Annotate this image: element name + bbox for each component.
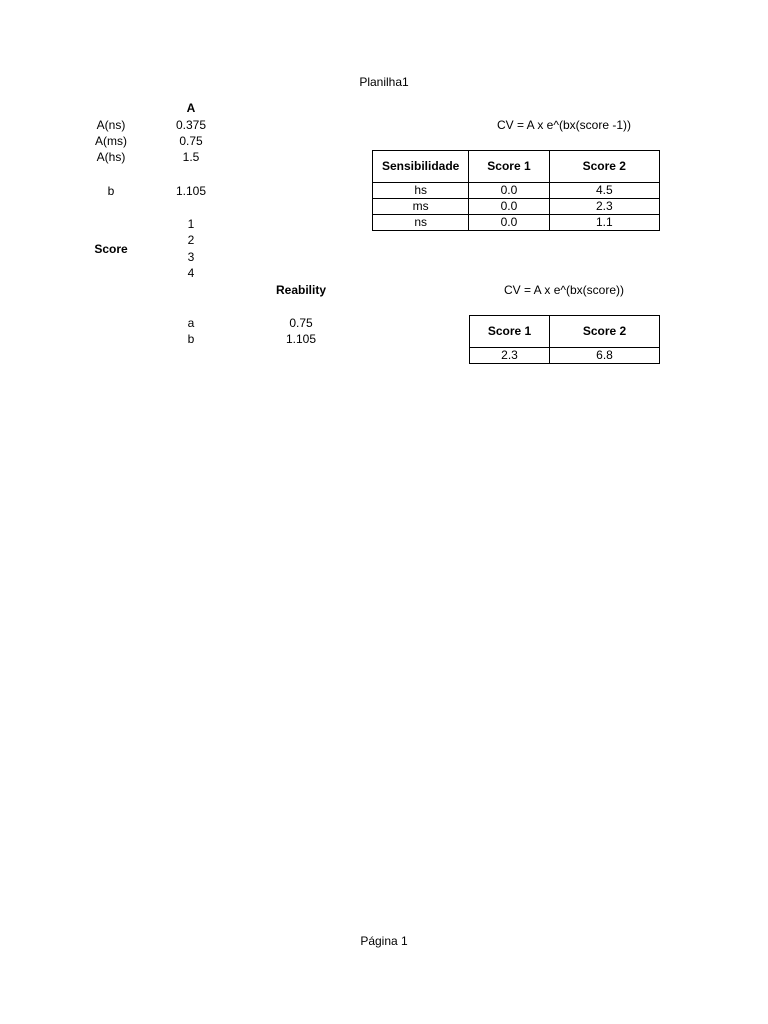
table1-formula: CV = A x e^(bx(score -1)) — [496, 118, 631, 132]
sensitivity-table — [372, 150, 660, 231]
score-value-3: 3 — [187, 250, 195, 264]
reliability-label-b: b — [187, 332, 195, 346]
table-row — [373, 215, 660, 231]
param-label-b: b — [107, 184, 115, 198]
param-value-a-hs: 1.5 — [182, 150, 200, 164]
table-cell: ms — [373, 199, 469, 215]
reliability-value-a: 0.75 — [289, 316, 313, 330]
table-cell: 2.3 — [470, 348, 550, 364]
cv-table — [469, 315, 660, 364]
table-cell: 2.3 — [549, 199, 659, 215]
table-header-sensibilidade: Sensibilidade — [373, 151, 469, 183]
param-value-a-ns: 0.375 — [175, 118, 207, 132]
reliability-title: Reability — [275, 283, 326, 297]
param-label-a-ns: A(ns) — [96, 118, 126, 132]
page-footer: Página 1 — [360, 934, 408, 948]
table-cell: 4.5 — [549, 183, 659, 199]
table-row — [470, 348, 660, 364]
table-header-score1: Score 1 — [469, 151, 549, 183]
param-value-a-ms: 0.75 — [179, 134, 203, 148]
table-header-score1: Score 1 — [470, 316, 550, 348]
table-cell: 0.0 — [469, 199, 549, 215]
param-label-a-ms: A(ms) — [95, 134, 127, 148]
table-header-row — [373, 151, 660, 183]
table-header-score2: Score 2 — [549, 151, 659, 183]
table-cell: hs — [373, 183, 469, 199]
param-col-header: A — [186, 101, 196, 115]
table-cell: 6.8 — [550, 348, 660, 364]
table-header-row — [470, 316, 660, 348]
score-value-4: 4 — [187, 266, 195, 280]
table-header-score2: Score 2 — [550, 316, 660, 348]
score-value-2: 2 — [187, 233, 195, 247]
reliability-label-a: a — [187, 316, 195, 330]
param-label-a-hs: A(hs) — [96, 150, 126, 164]
table-cell: ns — [373, 215, 469, 231]
page-header: Planilha1 — [359, 75, 409, 89]
table2-formula: CV = A x e^(bx(score)) — [504, 283, 624, 297]
table-cell: 0.0 — [469, 215, 549, 231]
table-row — [373, 183, 660, 199]
table-cell: 0.0 — [469, 183, 549, 199]
score-value-1: 1 — [187, 217, 195, 231]
param-value-b: 1.105 — [175, 184, 207, 198]
table-row — [373, 199, 660, 215]
score-label: Score — [94, 242, 128, 256]
table-cell: 1.1 — [549, 215, 659, 231]
reliability-value-b: 1.105 — [285, 332, 317, 346]
